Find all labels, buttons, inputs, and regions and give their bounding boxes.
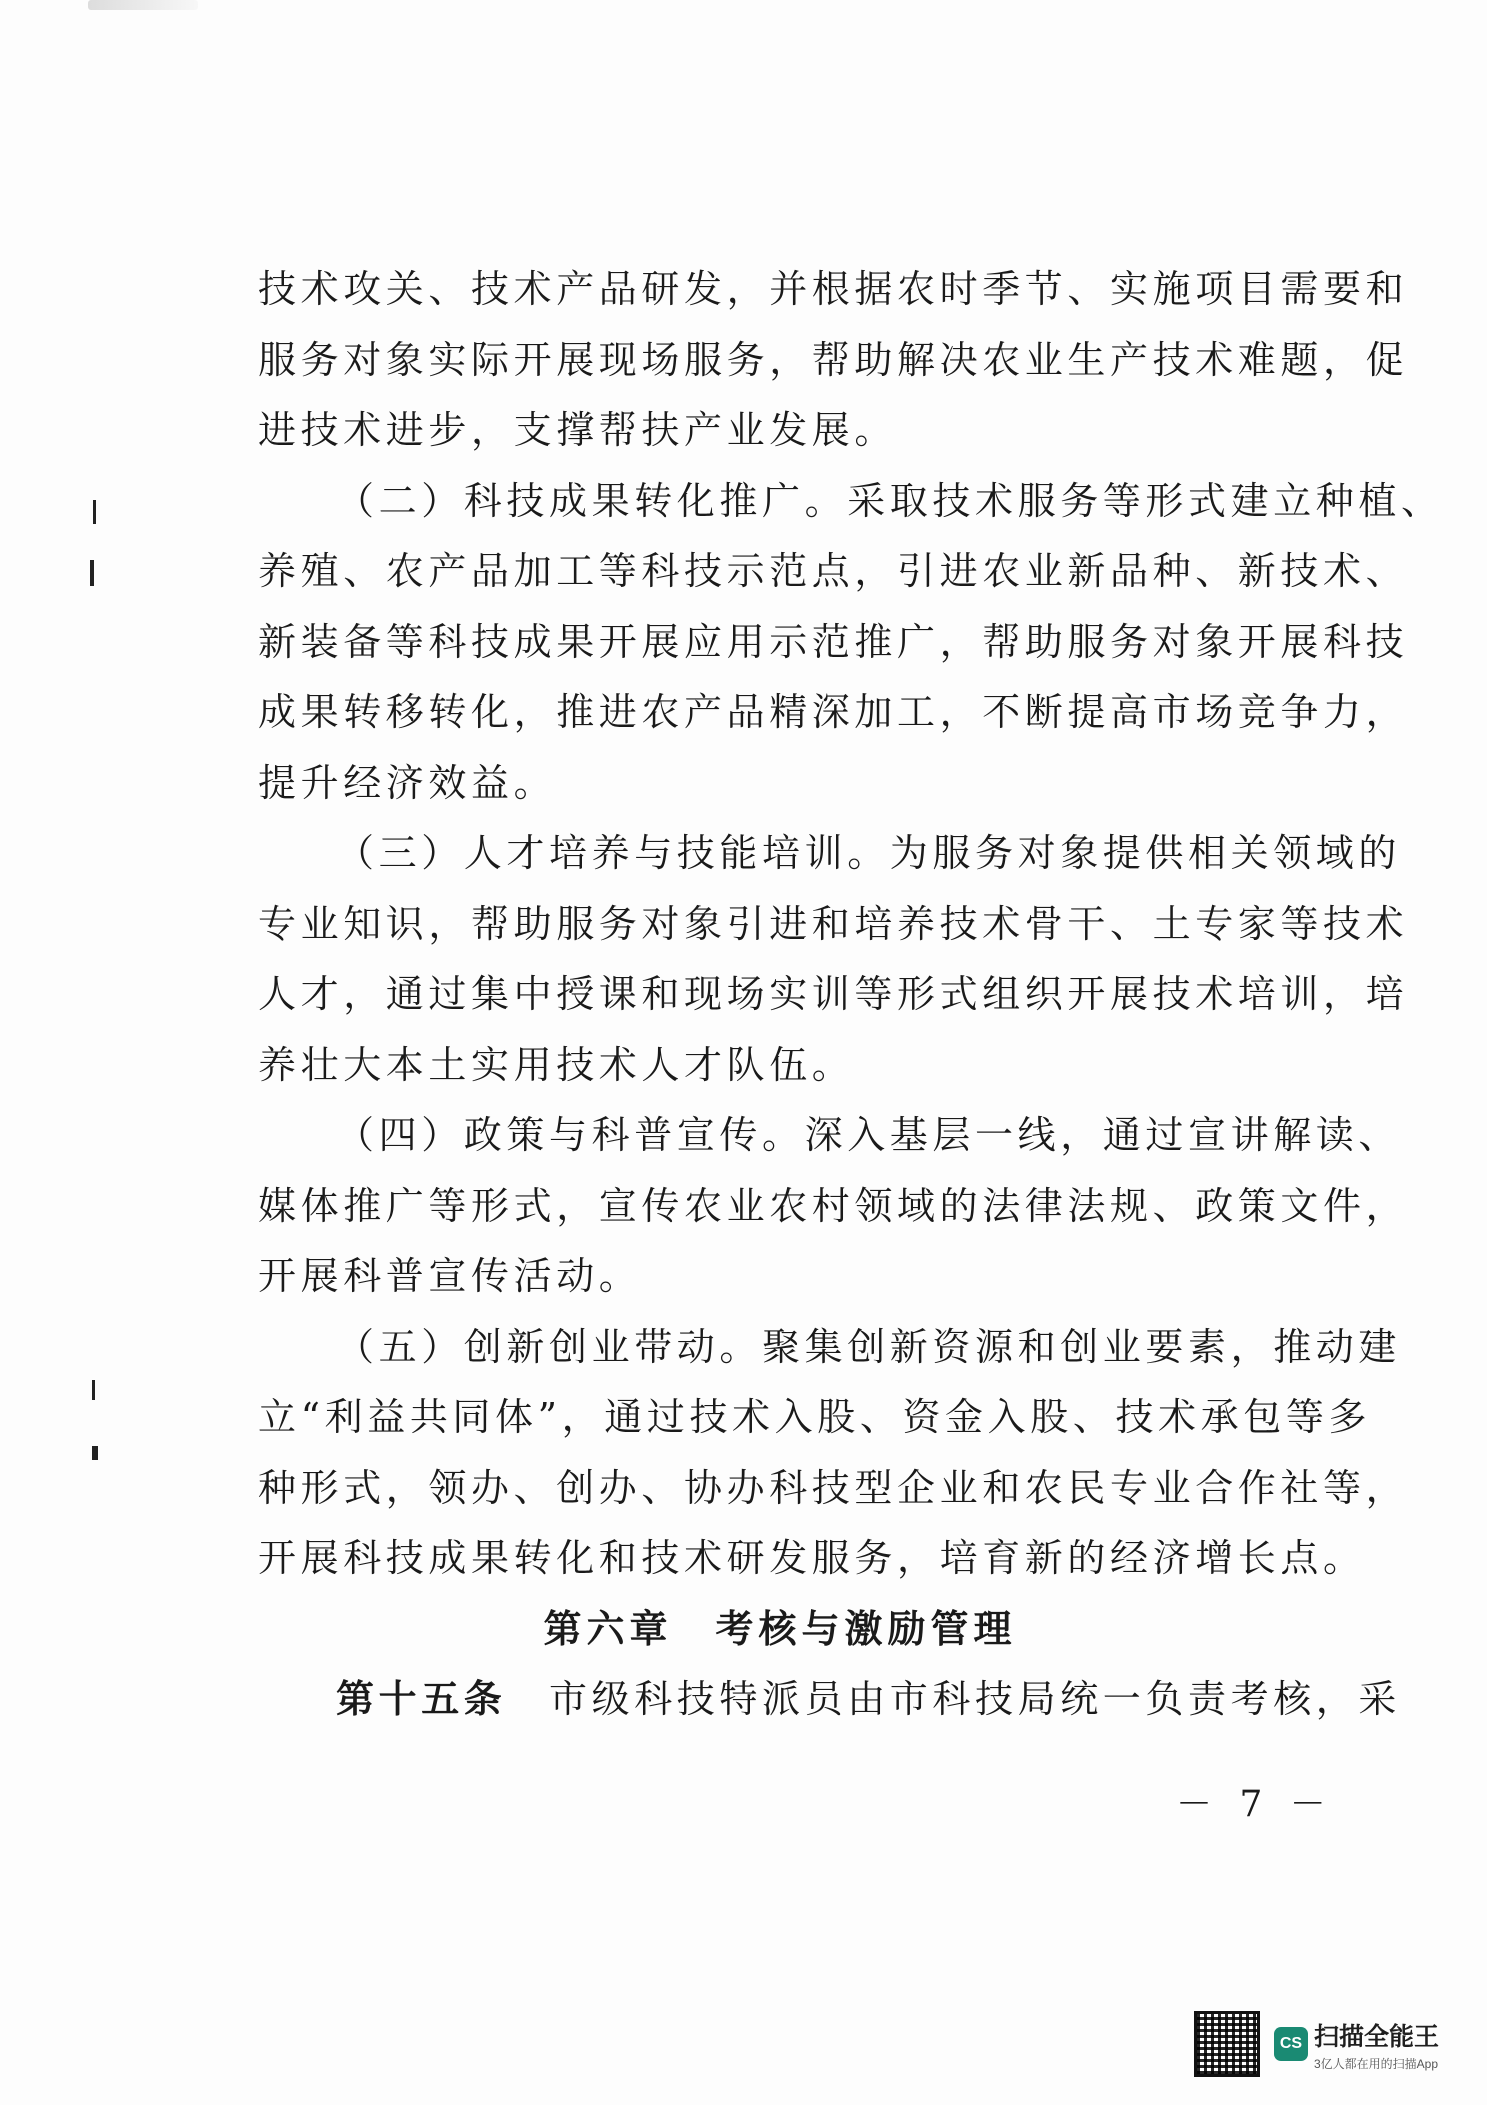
body-text xyxy=(258,254,1444,1735)
binding-mark xyxy=(93,500,96,524)
text-line: 人才，通过集中授课和现场实训等形式组织开展技术培训，培 xyxy=(258,972,1409,1016)
qr-code-icon xyxy=(1194,2011,1260,2077)
article-text: 市级科技特派员由市科技局统一负责考核，采 xyxy=(506,1677,1402,1721)
watermark-subtitle: 3亿人都在用的扫描App xyxy=(1314,2056,1439,2071)
text-line: 新装备等科技成果开展应用示范推广，帮助服务对象开展科技 xyxy=(258,619,1409,664)
text-line: 养殖、农产品加工等科技示范点，引进农业新品种、新技术、 xyxy=(258,549,1409,593)
text-line: 提升经济效益。 xyxy=(258,760,557,805)
chapter-title: 第六章 考核与激励管理 xyxy=(543,1605,1017,1651)
text-line: 服务对象实际开展现场服务，帮助解决农业生产技术难题，促 xyxy=(258,337,1409,382)
text-line: 进技术进步，支撑帮扶产业发展。 xyxy=(258,408,898,452)
text-line: 养壮大本土实用技术人才队伍。 xyxy=(258,1042,855,1087)
text-line: （三）人才培养与技能培训。为服务对象提供相关领域的 xyxy=(336,831,1402,875)
watermark-text xyxy=(1314,2017,1439,2072)
binding-mark xyxy=(92,1446,98,1460)
text-line: 开展科普宣传活动。 xyxy=(258,1254,642,1298)
text-line: 成果转移转化，推进农产品精深加工，不断提高市场竞争力， xyxy=(258,690,1409,734)
binding-mark xyxy=(92,1380,95,1400)
text-line: 专业知识，帮助服务对象引进和培养技术骨干、土专家等技术 xyxy=(258,901,1409,946)
text-line: 种形式，领办、创办、协办科技型企业和农民专业合作社等， xyxy=(258,1465,1409,1510)
watermark-title: 扫描全能王 xyxy=(1314,2022,1440,2051)
text-line: 技术攻关、技术产品研发，并根据农时季节、实施项目需要和 xyxy=(258,267,1409,311)
text-line: 立“利益共同体”，通过技术入股、资金入股、技术承包等多 xyxy=(258,1395,1372,1439)
camscanner-logo-icon: CS xyxy=(1274,2027,1308,2061)
binding-mark xyxy=(90,560,94,586)
article-line xyxy=(258,1664,1402,1735)
text-line: （二）科技成果转化推广。采取技术服务等形式建立种植、 xyxy=(336,478,1444,523)
page-number: － 7 － xyxy=(1176,1784,1334,1825)
text-line: 媒体推广等形式，宣传农业农村领域的法律法规、政策文件， xyxy=(258,1183,1409,1228)
scanner-watermark xyxy=(1194,2004,1439,2084)
article-number: 第十五条 xyxy=(336,1676,507,1721)
scan-smudge xyxy=(88,0,198,10)
text-line: （五）创新创业带动。聚集创新资源和创业要素，推动建 xyxy=(336,1324,1402,1369)
text-line: （四）政策与科普宣传。深入基层一线，通过宣讲解读、 xyxy=(336,1113,1402,1157)
text-line: 开展科技成果转化和技术研发服务，培育新的经济增长点。 xyxy=(258,1536,1366,1580)
